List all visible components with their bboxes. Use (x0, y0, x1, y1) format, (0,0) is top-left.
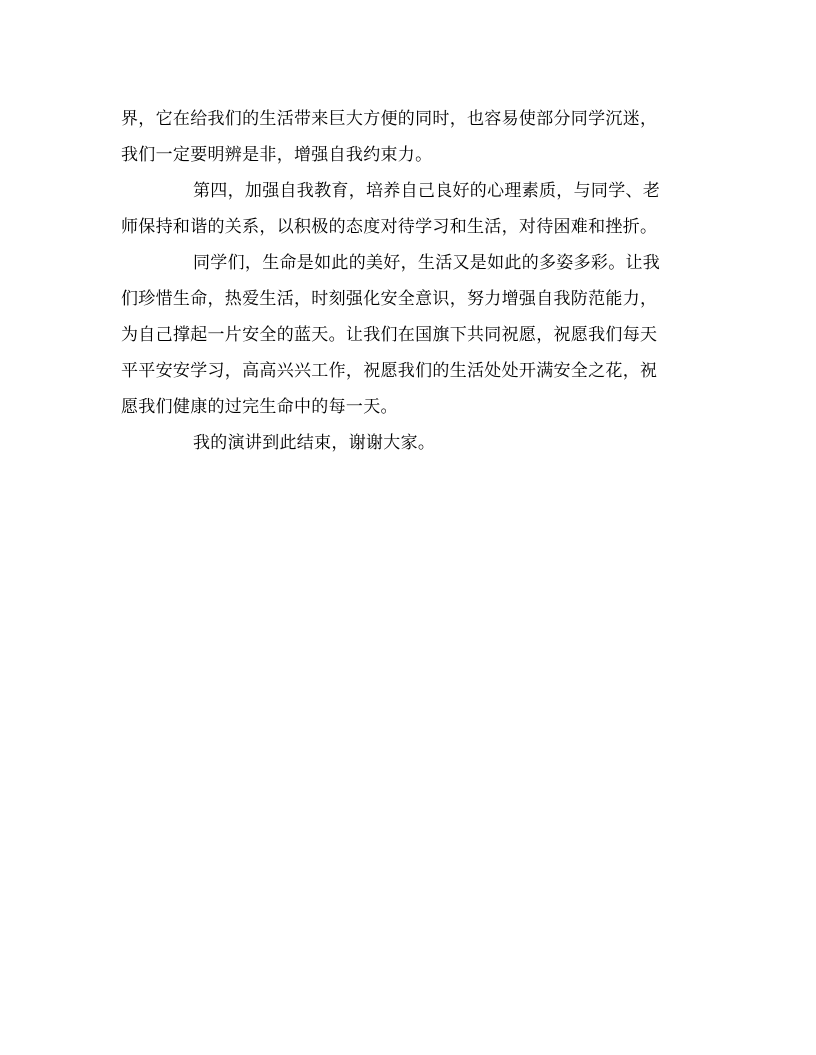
text-line: 界，它在给我们的生活带来巨大方便的同时，也容易使部分同学沉迷， (121, 109, 658, 129)
text-line: 为自己撑起一片安全的蓝天。让我们在国旗下共同祝愿，祝愿我们每天 (121, 325, 658, 345)
paragraph-start-line: 同学们，生命是如此的美好，生活又是如此的多姿多彩。让我 (193, 253, 661, 273)
text-line: 平平安安学习，高高兴兴工作，祝愿我们的生活处处开满安全之花，祝 (121, 361, 658, 381)
text-line: 我们一定要明辨是非，增强自我约束力。 (121, 145, 433, 165)
paragraph-start-line: 我的演讲到此结束，谢谢大家。 (193, 433, 436, 453)
text-line: 师保持和谐的关系，以积极的态度对待学习和生活，对待困难和挫折。 (121, 217, 658, 237)
text-line: 愿我们健康的过完生命中的每一天。 (121, 397, 398, 417)
document-body (121, 101, 701, 461)
text-line: 们珍惜生命，热爱生活，时刻强化安全意识，努力增强自我防范能力， (121, 289, 658, 309)
paragraph-start-line: 第四，加强自我教育，培养自己良好的心理素质，与同学、老 (193, 181, 661, 201)
